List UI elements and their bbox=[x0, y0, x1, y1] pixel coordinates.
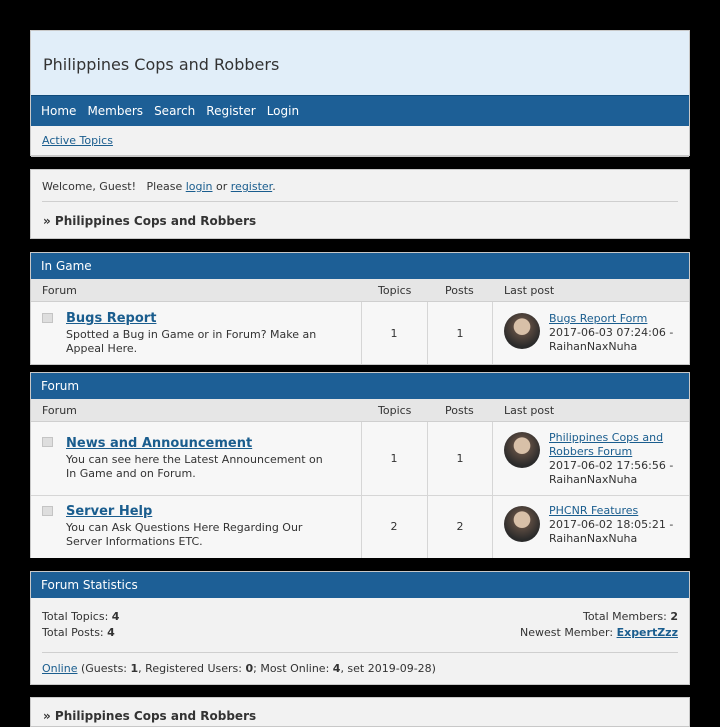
forum-row bbox=[31, 302, 689, 364]
registered-value: 0 bbox=[245, 662, 254, 675]
nav-login[interactable]: Login bbox=[266, 104, 300, 118]
sub-nav bbox=[31, 126, 689, 157]
topic-count: 1 bbox=[390, 452, 398, 465]
column-headers bbox=[31, 279, 689, 302]
online-info bbox=[42, 662, 436, 675]
last-post-user: RaihanNaxNuha bbox=[549, 532, 638, 545]
last-post-info bbox=[549, 431, 689, 487]
newest-member-link[interactable]: ExpertZzz bbox=[616, 626, 678, 639]
welcome-box bbox=[30, 169, 690, 239]
main-nav bbox=[31, 95, 689, 126]
last-post-user: RaihanNaxNuha bbox=[549, 340, 638, 353]
category-forum bbox=[30, 372, 690, 558]
col-forum: Forum bbox=[42, 284, 77, 297]
avatar[interactable] bbox=[504, 313, 540, 349]
footer-breadcrumb-box bbox=[30, 697, 690, 727]
category-title[interactable]: Forum bbox=[31, 373, 689, 399]
divider bbox=[42, 201, 678, 202]
total-posts-value: 4 bbox=[107, 626, 115, 639]
set-date: , set 2019-09-28) bbox=[340, 662, 436, 675]
cell-divider bbox=[361, 496, 362, 558]
cell-divider bbox=[427, 422, 428, 495]
forum-title-link[interactable]: Bugs Report bbox=[66, 311, 157, 326]
login-link[interactable]: login bbox=[185, 180, 213, 193]
breadcrumb: » Philippines Cops and Robbers bbox=[43, 214, 257, 228]
stats-heading: Forum Statistics bbox=[31, 572, 689, 598]
last-post-info bbox=[549, 312, 689, 354]
last-post-user: RaihanNaxNuha bbox=[549, 473, 638, 486]
forum-status-icon bbox=[42, 313, 53, 323]
total-members bbox=[583, 610, 678, 623]
total-topics-value: 4 bbox=[111, 610, 120, 623]
col-topics: Topics bbox=[378, 404, 412, 417]
last-post-date: 2017-06-02 18:05:21 - bbox=[549, 518, 674, 531]
last-post-date: 2017-06-03 07:24:06 - bbox=[549, 326, 674, 339]
last-post-date: 2017-06-02 17:56:56 - bbox=[549, 459, 674, 472]
guests-label: (Guests: bbox=[77, 662, 131, 675]
total-posts bbox=[42, 626, 115, 639]
forum-status-icon bbox=[42, 437, 53, 447]
avatar[interactable] bbox=[504, 432, 540, 468]
forum-row bbox=[31, 496, 689, 558]
cell-divider bbox=[361, 302, 362, 364]
col-forum: Forum bbox=[42, 404, 77, 417]
topic-count: 1 bbox=[390, 327, 398, 340]
welcome-text bbox=[42, 180, 276, 193]
nav-home[interactable]: Home bbox=[41, 104, 77, 118]
forum-statistics bbox=[30, 571, 690, 685]
welcome-or: or bbox=[212, 180, 231, 193]
last-post-link[interactable]: Philippines Cops and Robbers Forum bbox=[549, 431, 664, 458]
cell-divider bbox=[492, 496, 493, 558]
forum-row bbox=[31, 422, 689, 496]
col-posts: Posts bbox=[445, 284, 474, 297]
online-link[interactable]: Online bbox=[42, 662, 78, 675]
welcome-prefix: Welcome, Guest! Please bbox=[42, 180, 186, 193]
forum-title-link[interactable]: News and Announcement bbox=[66, 436, 253, 451]
forum-description: You can see here the Latest Announcement on In Game and on Forum. bbox=[66, 453, 323, 480]
col-last-post: Last post bbox=[504, 404, 555, 417]
footer-breadcrumb: » Philippines Cops and Robbers bbox=[43, 709, 257, 723]
active-topics-link[interactable]: Active Topics bbox=[42, 134, 113, 147]
title-bar bbox=[31, 31, 689, 95]
welcome-suffix: . bbox=[272, 180, 276, 193]
last-post-info bbox=[549, 504, 689, 546]
registered-label: , Registered Users: bbox=[138, 662, 246, 675]
forum-status-icon bbox=[42, 506, 53, 516]
nav-register[interactable]: Register bbox=[206, 104, 256, 118]
divider bbox=[42, 652, 678, 653]
post-count: 2 bbox=[456, 520, 464, 533]
nav-search[interactable]: Search bbox=[154, 104, 196, 118]
total-posts-label: Total Posts: bbox=[42, 626, 108, 639]
most-online-label: ; Most Online: bbox=[253, 662, 333, 675]
forum-description: You can Ask Questions Here Regarding Our Server Informations ETC. bbox=[66, 521, 303, 548]
col-last-post: Last post bbox=[504, 284, 555, 297]
total-topics bbox=[42, 610, 119, 623]
site-header bbox=[30, 30, 690, 156]
col-posts: Posts bbox=[445, 404, 474, 417]
newest-member-label: Newest Member: bbox=[520, 626, 617, 639]
cell-divider bbox=[492, 422, 493, 495]
site-title[interactable]: Philippines Cops and Robbers bbox=[43, 55, 280, 74]
cell-divider bbox=[427, 302, 428, 364]
post-count: 1 bbox=[456, 327, 464, 340]
register-link[interactable]: register bbox=[230, 180, 273, 193]
cell-divider bbox=[427, 496, 428, 558]
category-title[interactable]: In Game bbox=[31, 253, 689, 279]
newest-member bbox=[520, 626, 678, 639]
cell-divider bbox=[492, 302, 493, 364]
post-count: 1 bbox=[456, 452, 464, 465]
cell-divider bbox=[361, 422, 362, 495]
topic-count: 2 bbox=[390, 520, 398, 533]
total-members-label: Total Members: bbox=[582, 610, 671, 623]
most-online-value: 4 bbox=[332, 662, 341, 675]
nav-members[interactable]: Members bbox=[87, 104, 144, 118]
forum-description: Spotted a Bug in Game or in Forum? Make an Appeal Here. bbox=[66, 328, 317, 355]
guests-value: 1 bbox=[130, 662, 139, 675]
column-headers bbox=[31, 399, 689, 422]
last-post-link[interactable]: Bugs Report Form bbox=[549, 312, 648, 325]
avatar[interactable] bbox=[504, 506, 540, 542]
last-post-link[interactable]: PHCNR Features bbox=[549, 504, 639, 517]
total-members-value: 2 bbox=[670, 610, 678, 623]
total-topics-label: Total Topics: bbox=[42, 610, 112, 623]
forum-title-link[interactable]: Server Help bbox=[66, 504, 153, 519]
category-in-game bbox=[30, 252, 690, 365]
col-topics: Topics bbox=[378, 284, 412, 297]
